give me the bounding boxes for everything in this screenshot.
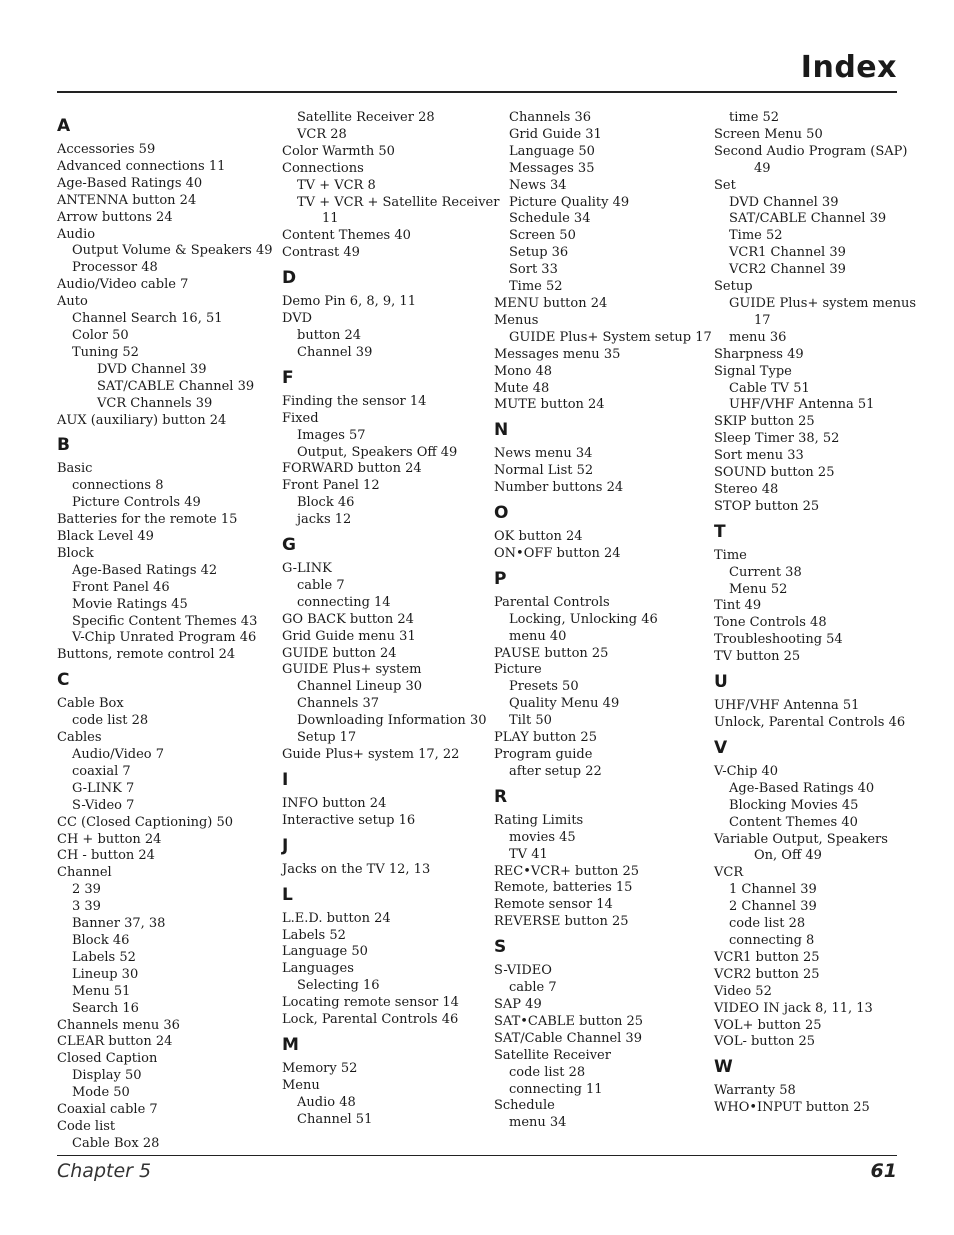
index-entry: S-VIDEO [494, 963, 552, 979]
index-entry: VCR [714, 865, 744, 881]
index-subentry: S-Video 7 [72, 797, 135, 813]
index-section [282, 879, 492, 1029]
index-entry: Channel [57, 865, 112, 881]
index-entry: Satellite Receiver [494, 1047, 611, 1063]
index-subentry: Sort 33 [509, 262, 558, 278]
index-entry: Warranty 58 [714, 1083, 796, 1099]
index-entry: Guide Plus+ system 17, 22 [282, 747, 460, 762]
section-letter: R [494, 786, 508, 807]
index-subentry: Setup 17 [297, 730, 357, 746]
index-subentry: Audio/Video 7 [72, 747, 165, 762]
index-entry: Coaxial cable 7 [57, 1102, 158, 1118]
index-entry: Troubleshooting 54 [714, 632, 843, 648]
index-subentry: Mode 50 [72, 1085, 130, 1101]
index-subentry: V-Chip Unrated Program 46 [72, 630, 257, 646]
index-subentry: Cable TV 51 [729, 380, 810, 396]
index-subentry: Age-Based Ratings 42 [72, 562, 218, 578]
index-entry: Sharpness 49 [714, 346, 804, 362]
index-entry: Front Panel 12 [282, 478, 380, 494]
index-section [282, 362, 492, 529]
index-entry: Connections [282, 160, 364, 176]
index-entry: CLEAR button 24 [57, 1034, 173, 1050]
index-entry: Jacks on the TV 12, 13 [282, 861, 431, 877]
index-section [494, 497, 704, 563]
section-letter: S [494, 937, 507, 958]
index-subentry: Schedule 34 [509, 211, 591, 227]
index-entry: Color Warmth 50 [282, 143, 395, 159]
index-entry: MUTE button 24 [494, 397, 605, 413]
index-entry: Number buttons 24 [494, 480, 624, 496]
index-section [282, 764, 492, 830]
index-entry: Variable Output, Speakers [714, 831, 888, 847]
index-subentry: Audio 48 [297, 1094, 356, 1110]
index-subentry: coaxial 7 [72, 763, 131, 779]
header-rule [57, 91, 897, 93]
index-entry: G-LINK [282, 561, 332, 577]
index-entry: Mute 48 [494, 380, 550, 396]
index-entry: STOP button 25 [714, 498, 820, 514]
section-letter: L [282, 884, 293, 905]
index-subentry: jacks 12 [297, 512, 352, 528]
footer-chapter: Chapter 5 [57, 1160, 152, 1182]
index-subentry: Banner 37, 38 [72, 916, 166, 932]
index-entry: DVD [282, 311, 313, 327]
index-entry: Channels menu 36 [57, 1017, 180, 1033]
index-entry: VCR1 button 25 [714, 949, 820, 965]
section-letter: F [282, 367, 294, 388]
index-subentry: Labels 52 [72, 949, 136, 965]
index-subentry: VCR Channels 39 [97, 395, 213, 411]
footer-page-number: 61 [870, 1160, 897, 1182]
index-entry: Tint 49 [714, 598, 762, 614]
section-letter: U [714, 672, 728, 693]
section-letter: A [57, 116, 71, 136]
index-subentry: button 24 [297, 327, 362, 343]
index-section [57, 664, 267, 1152]
section-letter: I [282, 769, 289, 790]
page-title: Index [800, 50, 897, 85]
index-subentry: SAT/CABLE Channel 39 [729, 211, 887, 227]
index-entry: VOL+ button 25 [714, 1017, 822, 1033]
index-subentry: Channel Search 16, 51 [72, 311, 223, 327]
index-subentry: Output, Speakers Off 49 [297, 444, 458, 460]
index-subentry: cable 7 [297, 577, 345, 593]
index-entry: News menu 34 [494, 446, 593, 462]
index-subentry: Channel Lineup 30 [297, 679, 423, 695]
footer-rule [57, 1155, 897, 1156]
index-entry: Video 52 [714, 983, 772, 999]
index-subentry: Front Panel 46 [72, 579, 170, 595]
index-entry: Accessories 59 [57, 142, 156, 157]
index-subentry: Specific Content Themes 43 [72, 613, 258, 629]
index-subentry: after setup 22 [509, 763, 602, 779]
index-subentry: SAT/CABLE Channel 39 [97, 378, 255, 394]
index-entry: Set [714, 177, 736, 193]
index-subentry: 11 [322, 211, 339, 227]
section-letter: V [714, 737, 728, 758]
index-entry: Locating remote sensor 14 [282, 995, 459, 1011]
index-subentry: Menu 52 [729, 581, 788, 597]
index-column-2 [282, 110, 500, 1129]
index-column-3 [494, 110, 712, 1132]
index-entry: CH + button 24 [57, 831, 162, 847]
section-letter: B [57, 435, 70, 456]
index-section [282, 1029, 492, 1129]
index-entry: REC•VCR+ button 25 [494, 863, 640, 879]
index-section [494, 110, 712, 414]
index-entry: Cable Box [57, 696, 124, 712]
section-letter: J [282, 835, 289, 856]
index-section [714, 666, 924, 732]
index-subentry: TV + VCR + Satellite Receiver [297, 194, 500, 210]
index-subentry: code list 28 [509, 1064, 586, 1080]
index-subentry: Images 57 [297, 427, 366, 443]
index-entry: Code list [57, 1118, 116, 1134]
index-subentry: GUIDE Plus+ system menus [729, 295, 916, 311]
index-entry: Setup [714, 279, 753, 295]
index-entry: CH - button 24 [57, 848, 155, 864]
index-subentry: VCR2 Channel 39 [729, 262, 846, 278]
index-subentry: Screen 50 [509, 228, 576, 244]
index-entry: VOL- button 25 [714, 1034, 815, 1050]
index-subentry: DVD Channel 39 [729, 194, 839, 210]
index-entry: Time [714, 547, 747, 563]
index-subentry: GUIDE Plus+ System setup 17 [509, 329, 712, 345]
index-entry: Messages menu 35 [494, 346, 621, 362]
index-subentry: Blocking Movies 45 [729, 797, 859, 813]
index-subentry: Lineup 30 [72, 966, 139, 982]
index-subentry: Downloading Information 30 [297, 713, 487, 729]
index-entry: Arrow buttons 24 [57, 209, 173, 225]
index-section [282, 110, 500, 262]
index-subentry: Presets 50 [509, 679, 579, 695]
index-subentry: VCR1 Channel 39 [729, 245, 846, 261]
index-entry: UHF/VHF Antenna 51 [714, 698, 860, 714]
index-entry: Unlock, Parental Controls 46 [714, 715, 906, 730]
index-subentry: menu 34 [509, 1115, 567, 1131]
index-subentry: movies 45 [509, 829, 576, 845]
index-entry: Batteries for the remote 15 [57, 512, 238, 528]
index-subentry: code list 28 [72, 713, 149, 729]
index-subentry: TV 41 [509, 846, 548, 862]
index-section [494, 931, 704, 1132]
index-subentry: Tilt 50 [509, 713, 552, 729]
section-letter: C [57, 670, 70, 691]
index-section [714, 110, 924, 516]
index-section [57, 110, 273, 429]
index-subentry: code list 28 [729, 916, 806, 932]
index-entry: Audio [57, 226, 96, 242]
index-subentry: Block 46 [297, 495, 355, 511]
index-entry: Signal Type [714, 363, 792, 379]
index-entry: PAUSE button 25 [494, 645, 609, 661]
index-section [282, 262, 492, 362]
index-entry: SAT/Cable Channel 39 [494, 1030, 642, 1046]
index-section [714, 732, 924, 1051]
index-subentry: Tuning 52 [72, 344, 139, 360]
index-section [282, 529, 492, 764]
index-entry: Remote sensor 14 [494, 897, 613, 913]
index-entry: Age-Based Ratings 40 [57, 175, 203, 191]
index-entry: Block [57, 545, 94, 561]
index-entry: Picture [494, 662, 542, 678]
index-entry: Menu [282, 1077, 320, 1093]
index-subentry: Selecting 16 [297, 978, 380, 994]
index-subentry: Age-Based Ratings 40 [729, 780, 875, 796]
index-entry: Sleep Timer 38, 52 [714, 431, 840, 447]
index-subentry: Channel 51 [297, 1111, 373, 1127]
index-entry: ON•OFF button 24 [494, 545, 621, 561]
index-entry: SAP 49 [494, 996, 542, 1012]
index-section [714, 516, 924, 666]
section-letter: M [282, 1034, 299, 1055]
index-subentry: Grid Guide 31 [509, 126, 602, 142]
index-entry: Buttons, remote control 24 [57, 647, 236, 663]
index-entry: Tone Controls 48 [714, 615, 827, 631]
index-entry: Interactive setup 16 [282, 812, 416, 828]
index-subentry: 17 [754, 312, 771, 328]
index-entry: Sort menu 33 [714, 448, 804, 464]
index-subentry: Time 52 [509, 279, 563, 295]
index-entry: Grid Guide menu 31 [282, 628, 416, 644]
index-entry: Advanced connections 11 [57, 158, 226, 174]
index-entry: Content Themes 40 [282, 228, 411, 244]
index-section [57, 429, 267, 664]
index-entry: MENU button 24 [494, 295, 608, 311]
index-section [494, 781, 704, 931]
index-subentry: 2 Channel 39 [729, 899, 817, 915]
index-entry: Menus [494, 312, 539, 328]
index-entry: Schedule [494, 1098, 555, 1114]
index-subentry: DVD Channel 39 [97, 361, 207, 377]
index-subentry: Channels 36 [509, 110, 592, 125]
index-subentry: Time 52 [729, 228, 783, 244]
index-entry: Contrast 49 [282, 245, 360, 261]
index-entry: Language 50 [282, 944, 368, 960]
index-section [494, 563, 704, 781]
index-entry: SKIP button 25 [714, 414, 815, 430]
index-entry: Basic [57, 461, 93, 477]
index-subentry: 1 Channel 39 [729, 882, 817, 898]
index-subentry: menu 36 [729, 329, 787, 345]
index-section [714, 1051, 924, 1117]
section-letter: G [282, 535, 296, 556]
index-entry: Stereo 48 [714, 481, 779, 497]
index-entry: Fixed [282, 410, 319, 426]
index-entry: CC (Closed Captioning) 50 [57, 814, 234, 830]
index-entry: WHO•INPUT button 25 [714, 1100, 870, 1116]
index-subentry: VCR 28 [297, 126, 347, 142]
index-entry: Finding the sensor 14 [282, 393, 427, 409]
index-subentry: G-LINK 7 [72, 780, 135, 796]
index-subentry: 49 [754, 160, 771, 176]
index-subentry: Display 50 [72, 1068, 142, 1084]
section-letter: T [714, 521, 726, 542]
index-subentry: Movie Ratings 45 [72, 596, 188, 612]
index-entry: Cables [57, 730, 102, 746]
index-entry: GUIDE Plus+ system [282, 662, 422, 678]
index-subentry: Output Volume & Speakers 49 [72, 243, 273, 259]
index-entry: Labels 52 [282, 927, 346, 943]
index-entry: SAT•CABLE button 25 [494, 1013, 644, 1029]
section-letter: W [714, 1057, 733, 1078]
index-subentry: connections 8 [72, 478, 164, 494]
index-entry: Screen Menu 50 [714, 126, 823, 142]
index-subentry: Locking, Unlocking 46 [509, 611, 658, 627]
index-subentry: Messages 35 [509, 160, 595, 176]
index-entry: Languages [282, 961, 354, 977]
section-letter: D [282, 268, 297, 289]
index-subentry: connecting 11 [509, 1081, 603, 1097]
index-entry: Memory 52 [282, 1060, 358, 1076]
index-entry: AUX (auxiliary) button 24 [57, 412, 227, 428]
index-entry: Closed Caption [57, 1051, 158, 1067]
index-subentry: News 34 [509, 177, 567, 193]
index-subentry: Language 50 [509, 143, 595, 159]
index-entry: Parental Controls [494, 594, 610, 610]
index-subentry: Channel 39 [297, 344, 373, 360]
index-entry: VCR2 button 25 [714, 966, 820, 982]
index-column-4 [714, 110, 924, 1117]
index-subentry: Content Themes 40 [729, 814, 858, 830]
index-subentry: Picture Quality 49 [509, 194, 630, 210]
index-entry: REVERSE button 25 [494, 914, 629, 930]
index-entry: Normal List 52 [494, 463, 594, 479]
index-subentry: Cable Box 28 [72, 1135, 160, 1151]
index-section [282, 830, 492, 879]
index-entry: Auto [57, 294, 88, 310]
index-subentry: UHF/VHF Antenna 51 [729, 397, 875, 413]
index-subentry: Menu 51 [72, 983, 131, 999]
index-subentry: Current 38 [729, 564, 802, 580]
index-entry: INFO button 24 [282, 795, 387, 811]
index-subentry: 3 39 [72, 899, 101, 915]
index-entry: GO BACK button 24 [282, 611, 414, 627]
index-entry: ANTENNA button 24 [57, 192, 197, 208]
index-entry: Demo Pin 6, 8, 9, 11 [282, 294, 416, 310]
index-entry: Remote, batteries 15 [494, 880, 633, 896]
index-entry: PLAY button 25 [494, 730, 597, 746]
index-subentry: Picture Controls 49 [72, 495, 201, 511]
index-entry: V-Chip 40 [714, 763, 779, 779]
section-letter: P [494, 568, 507, 589]
index-subentry: Satellite Receiver 28 [297, 110, 435, 125]
index-subentry: TV + VCR 8 [297, 177, 376, 193]
index-entry: Rating Limits [494, 812, 584, 828]
index-subentry: cable 7 [509, 980, 557, 996]
index-subentry: Search 16 [72, 1000, 139, 1016]
index-entry: Second Audio Program (SAP) [714, 143, 908, 159]
index-subentry: menu 40 [509, 628, 567, 644]
index-entry: OK button 24 [494, 529, 583, 545]
index-subentry: Color 50 [72, 327, 129, 343]
index-entry: GUIDE button 24 [282, 645, 397, 661]
index-entry: Black Level 49 [57, 529, 154, 545]
section-letter: O [494, 503, 509, 524]
index-column-1 [57, 110, 273, 1153]
index-subentry: Setup 36 [509, 245, 569, 261]
index-entry: Program guide [494, 747, 593, 762]
index-subentry: Block 46 [72, 932, 130, 948]
index-entry: Mono 48 [494, 363, 553, 379]
index-subentry: Channels 37 [297, 696, 380, 712]
index-subentry: On, Off 49 [754, 848, 822, 864]
index-subentry: 2 39 [72, 882, 101, 898]
index-subentry: Quality Menu 49 [509, 696, 620, 712]
index-subentry: connecting 8 [729, 932, 815, 948]
index-entry: SOUND button 25 [714, 465, 835, 481]
index-entry: L.E.D. button 24 [282, 910, 391, 926]
index-subentry: connecting 14 [297, 594, 391, 610]
index-section [494, 414, 704, 497]
index-entry: Audio/Video cable 7 [57, 277, 189, 293]
index-entry: TV button 25 [714, 649, 801, 665]
index-entry: FORWARD button 24 [282, 461, 422, 477]
section-letter: N [494, 420, 509, 441]
index-entry: Lock, Parental Controls 46 [282, 1012, 459, 1028]
index-subentry: time 52 [729, 110, 780, 125]
index-subentry: Processor 48 [72, 260, 158, 276]
index-entry: VIDEO IN jack 8, 11, 13 [714, 1000, 873, 1016]
